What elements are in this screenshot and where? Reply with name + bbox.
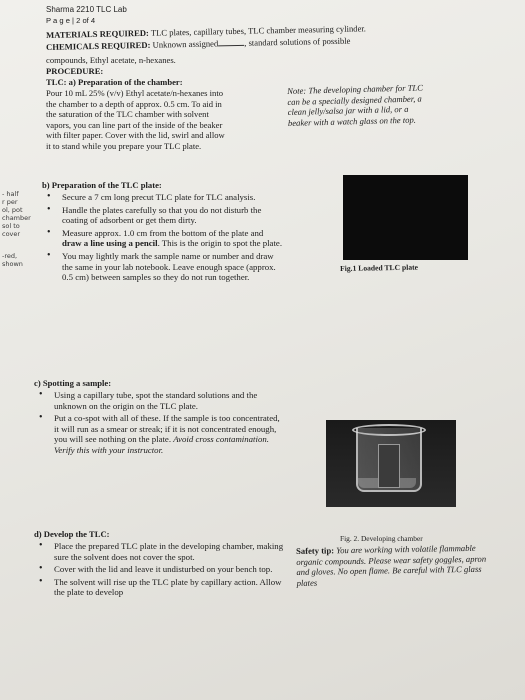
italic-warning: Avoid cross contamination. Verify this with your instructor. (54, 434, 269, 455)
margin-note: r per (2, 198, 18, 206)
section-d-list (34, 541, 289, 600)
margin-note: chamber (2, 214, 31, 222)
chemicals-text-b: , standard solutions of possible (244, 35, 351, 48)
tlc-plate-photo (343, 175, 468, 260)
margin-handwriting (2, 190, 38, 268)
margin-note: - half (2, 190, 19, 198)
section-a-line: with filter paper. Cover with the lid, swirl and allow (46, 130, 225, 141)
list-item-text: Handle the plates carefully so that you do not disturb the coating of adsorbent or get them dirty. (62, 204, 262, 226)
chemicals-text-c: compounds, Ethyl acetate, n-hexanes. (46, 55, 176, 65)
list-item: • You may lightly mark the sample name or number and draw the same in your lab notebook. Leave enough space (approx. 0.5 cm) between samples so they do not run together. (47, 249, 276, 283)
list-item: • Secure a 7 cm long precut TLC plate for TLC analysis. (47, 191, 256, 202)
fig1-caption: Fig.1 Loaded TLC plate (340, 262, 419, 273)
section-c-title: c) Spotting a sample: (34, 378, 112, 388)
safety-tip (296, 543, 497, 589)
list-item-text: Using a capillary tube, spot the standard solutions and the unknown on the origin on the TLC plate. (54, 390, 258, 411)
note-line: beaker with a watch glass on the top. (287, 114, 417, 128)
margin-note: -red, (2, 252, 18, 260)
course-header: Sharma 2210 TLC Lab (46, 5, 127, 14)
list-item-text: Cover with the lid and leave it undisturbed on your bench top. (54, 564, 273, 575)
section-a-line: Pour 10 mL 25% (v/v) Ethyl acetate/n-hexanes into (46, 88, 223, 98)
margin-note: sol to (2, 222, 20, 230)
section-a-line: the saturation of the TLC chamber with solvent (46, 109, 209, 120)
margin-note: shown (2, 260, 23, 268)
list-item-text: Measure approx. 1.0 cm from the bottom of the plate and draw a line using a pencil. This is the origin to spot the plate. (62, 227, 283, 249)
blank-line (218, 45, 244, 47)
chamber-note (287, 81, 488, 129)
section-b-title: b) Preparation of the TLC plate: (42, 180, 162, 190)
note-line: clean jelly/salsa jar with a lid, or a (287, 104, 409, 118)
page-indicator: P a g e | 2 of 4 (46, 16, 96, 25)
list-item: • Place the prepared TLC plate in the developing chamber, making sure the solvent does not cover the spot. (39, 540, 284, 562)
section-d-title: d) Develop the TLC: (34, 529, 110, 539)
chemicals-text-a: Unknown assigned (152, 38, 219, 50)
section-a-body (46, 88, 281, 152)
list-item-text: The solvent will rise up the TLC plate by capillary action. Allow the plate to develop (54, 576, 282, 598)
list-item: • Put a co-spot with all of these. If the sample is too concentrated, it will run as a smear or streak; if it is not concentrated enough, you will see nothing on the plate. Avoid cross contamination. Verify this with your instructor. (39, 412, 280, 455)
section-c-list (34, 390, 284, 458)
procedure-label: PROCEDURE: (46, 66, 104, 76)
margin-note: ol, pot (2, 206, 23, 214)
margin-note: cover (2, 230, 21, 238)
materials-label: MATERIALS REQUIRED: (46, 27, 149, 40)
list-item-text: Secure a 7 cm long precut TLC plate for TLC analysis. (62, 192, 256, 202)
list-item: • Handle the plates carefully so that you do not disturb the coating of adsorbent or get them dirty. (47, 203, 262, 226)
list-item: • Measure approx. 1.0 cm from the bottom of the plate and draw a line using a pencil. This is the origin to spot the plate. (47, 226, 283, 249)
note-line: can be a specially designed chamber, a (287, 93, 422, 107)
safety-label: Safety tip: (296, 545, 335, 556)
bold-phrase: draw a line using a pencil (62, 238, 158, 249)
section-a-line: it to stand while you prepare your TLC plate. (46, 140, 202, 151)
section-a-title: TLC: a) Preparation of the chamber: (46, 77, 183, 87)
list-item-text: Place the prepared TLC plate in the developing chamber, making sure the solvent does not cover the spot. (54, 541, 284, 562)
list-item: • The solvent will rise up the TLC plate by capillary action. Allow the plate to develop (39, 575, 282, 598)
safety-text: You are working with volatile flammable organic compounds. Please wear safety goggles, apron and gloves. No open flame. Be careful with TLC glass plates (296, 542, 487, 588)
list-item-text: Put a co-spot with all of these. If the sample is too concentrated, it will run as a smear or streak; if it is not concentrated enough, you will see nothing on the plate. (54, 413, 280, 445)
section-a-line: vapors, you can line part of the inside of the beaker (46, 119, 223, 130)
list-item: • Using a capillary tube, spot the standard solutions and the unknown on the origin on the TLC plate. (39, 389, 258, 411)
section-b-list (42, 192, 282, 285)
tlc-plate-in-beaker (378, 444, 400, 488)
list-item-text: You may lightly mark the sample name or number and draw the same in your lab notebook. Leave enough space (approx. 0.5 cm) between samples so they do not run together. (62, 250, 276, 283)
developing-chamber-photo (326, 420, 456, 507)
list-item: • Cover with the lid and leave it undisturbed on your bench top. (39, 563, 273, 575)
note-line: Note: The developing chamber for TLC (287, 82, 424, 96)
materials-text: TLC plates, capillary tubes, TLC chamber measuring cylinder. (150, 23, 366, 38)
section-a-line: the chamber to a depth of approx. 0.5 cm. To aid in (46, 98, 222, 109)
chemicals-label: CHEMICALS REQUIRED: (46, 39, 151, 52)
fig2-caption: Fig. 2. Developing chamber (340, 534, 423, 543)
